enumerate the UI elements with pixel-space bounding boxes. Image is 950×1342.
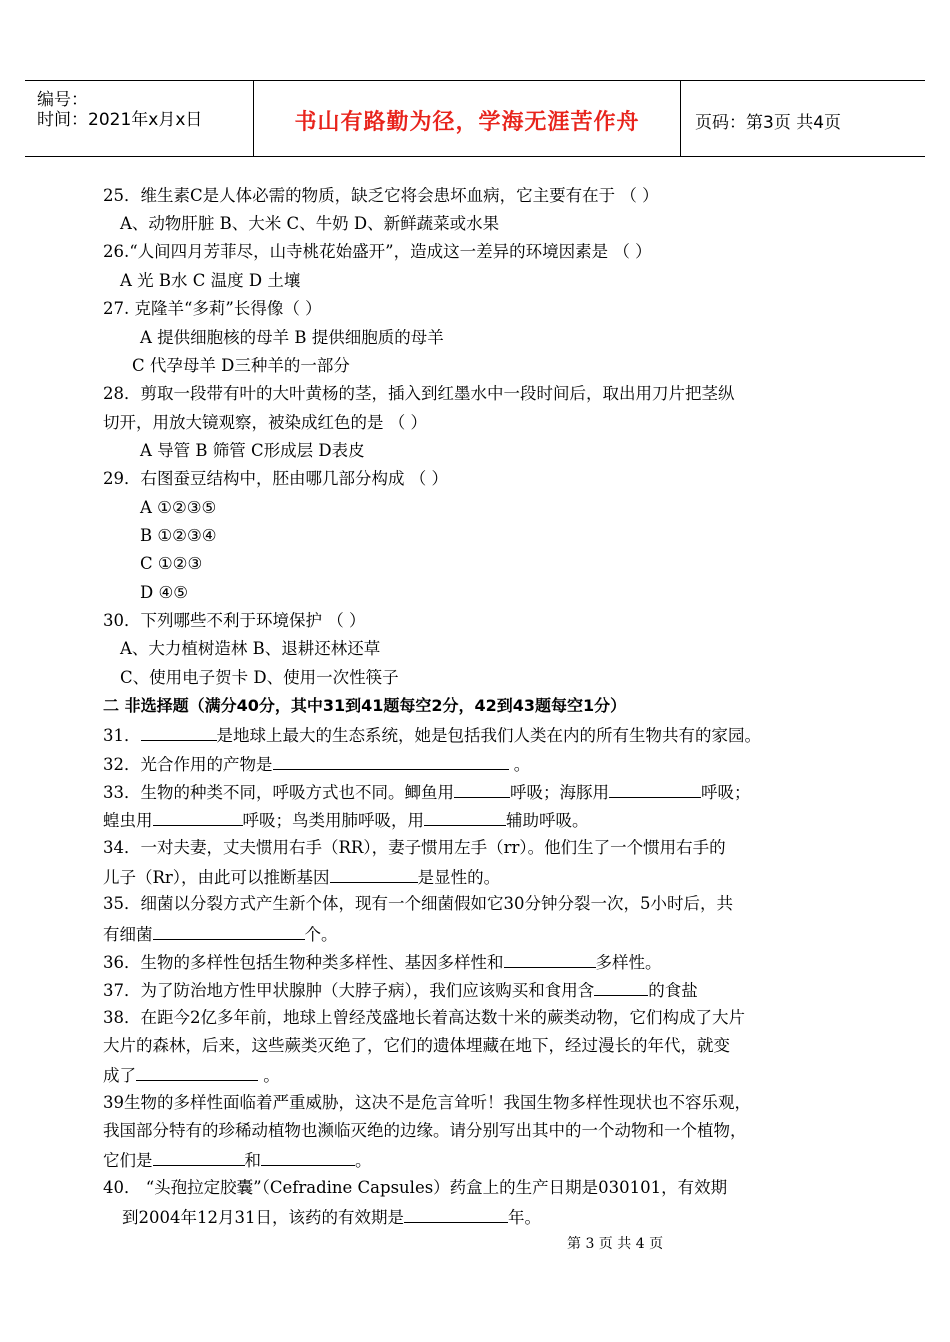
q39-text-3: 。 xyxy=(355,1151,372,1170)
q33-text-5: 呼吸；鸟类用肺呼吸，用 xyxy=(242,811,424,830)
q35-blank[interactable] xyxy=(153,922,305,940)
q29-option-b: B ①②③④ xyxy=(140,526,217,545)
q25-options: A、动物肝脏 B、大米 C、牛奶 D、新鲜蔬菜或水果 xyxy=(120,214,500,233)
q40-blank[interactable] xyxy=(404,1205,508,1223)
question-33-line1 xyxy=(103,780,751,804)
q31-number: 31． xyxy=(103,726,141,745)
question-30: 30．下列哪些不利于环境保护 （ ） xyxy=(103,611,366,630)
q33-text-1: 33．生物的种类不同，呼吸方式也不同。鲫鱼用 xyxy=(103,783,454,802)
question-35-line2 xyxy=(103,922,338,946)
q31-text: 是地球上最大的生态系统，她是包括我们人类在内的所有生物共有的家园。 xyxy=(216,726,761,745)
q33-blank-4[interactable] xyxy=(424,808,506,826)
page-footer: 第 3 页 共 4 页 xyxy=(567,1236,664,1252)
question-31 xyxy=(103,723,761,747)
motto: 书山有路勤为径，学海无涯苦作舟 xyxy=(294,110,640,135)
q39-blank-1[interactable] xyxy=(153,1148,245,1166)
q38-blank[interactable] xyxy=(136,1063,258,1081)
q37-text-1: 37．为了防治地方性甲状腺肿（大脖子病），我们应该购买和食用含 xyxy=(103,981,595,1000)
question-35-line1: 35．细菌以分裂方式产生新个体，现有一个细菌假如它30分钟分裂一次，5小时后，共 xyxy=(103,894,733,913)
question-25: 25．维生素C是人体必需的物质，缺乏它将会患坏血病，它主要有在于 （ ） xyxy=(103,186,659,205)
q36-blank[interactable] xyxy=(504,950,596,968)
q30-options-ab: A、大力植树造林 B、退耕还林还草 xyxy=(120,639,381,658)
q37-blank[interactable] xyxy=(594,978,648,996)
header-motto-cell xyxy=(254,81,681,156)
q33-text-4: 蝗虫用 xyxy=(103,811,153,830)
q30-options-cd: C、使用电子贺卡 D、使用一次性筷子 xyxy=(120,668,399,687)
question-39-line2: 我国部分特有的珍稀动植物也濒临灭绝的边缘。请分别写出其中的一个动物和一个植物， xyxy=(103,1121,747,1140)
q33-text-6: 辅助呼吸。 xyxy=(506,811,589,830)
q32-blank[interactable] xyxy=(273,752,509,770)
q33-blank-2[interactable] xyxy=(609,780,701,798)
q39-text-1: 它们是 xyxy=(103,1151,153,1170)
q31-blank[interactable] xyxy=(141,723,217,741)
q38-text-1: 成了 xyxy=(103,1066,136,1085)
q29-option-c: C ①②③ xyxy=(140,554,203,573)
page-info: 页码：第3页 共4页 xyxy=(695,113,842,133)
q34-text-1: 儿子（Rr），由此可以推断基因 xyxy=(103,868,330,887)
number-label: 编号： xyxy=(37,90,88,110)
q33-text-3: 呼吸； xyxy=(701,783,751,802)
question-26: 26.“人间四月芳菲尽，山寺桃花始盛开”，造成这一差异的环境因素是 （ ） xyxy=(103,242,652,261)
question-38-line1: 38．在距今2亿多年前，地球上曾经茂盛地长着高达数十米的蕨类动物，它们构成了大片 xyxy=(103,1008,745,1027)
q28-options: A 导管 B 筛管 C形成层 D表皮 xyxy=(140,441,365,460)
question-33-line2 xyxy=(103,808,589,832)
header-info-cell xyxy=(25,81,254,156)
question-37 xyxy=(103,978,698,1002)
q33-blank-3[interactable] xyxy=(153,808,243,826)
q35-text-2: 个。 xyxy=(304,925,338,944)
question-27: 27. 克隆羊“多莉”长得像（ ） xyxy=(103,299,322,318)
question-34-line1: 34．一对夫妻，丈夫惯用右手（RR），妻子惯用左手（rr）。他们生了一个惯用右手的 xyxy=(103,838,726,857)
question-38-line3 xyxy=(103,1063,280,1087)
q26-options: A 光 B水 C 温度 D 土壤 xyxy=(120,271,301,290)
question-34-line2 xyxy=(103,865,500,889)
question-38-line2: 大片的森林，后来，这些蕨类灭绝了，它们的遗体埋藏在地下，经过漫长的年代，就变 xyxy=(103,1036,730,1055)
q34-blank[interactable] xyxy=(330,865,418,883)
question-39-line1: 39生物的多样性面临着严重威胁，这决不是危言耸听！我国生物多样性现状也不容乐观， xyxy=(103,1093,751,1112)
q27-options-ab: A 提供细胞核的母羊 B 提供细胞质的母羊 xyxy=(140,328,444,347)
q40-text-2: 年。 xyxy=(507,1208,541,1227)
q37-text-2: 的食盐 xyxy=(648,981,698,1000)
q33-text-2: 呼吸；海豚用 xyxy=(510,783,609,802)
q36-text-2: 多样性。 xyxy=(595,953,662,972)
q40-text-1: 到2004年12月31日，该药的有效期是 xyxy=(122,1208,404,1227)
section-2-title: 二 非选择题（满分40分，其中31到41题每空2分，42到43题每空1分） xyxy=(103,696,627,715)
q36-text-1: 36．生物的多样性包括生物种类多样性、基因多样性和 xyxy=(103,953,504,972)
q33-blank-1[interactable] xyxy=(454,780,510,798)
question-28-line2: 切开，用放大镜观察，被染成红色的是 （ ） xyxy=(103,413,427,432)
q32-end: 。 xyxy=(513,755,531,774)
q32-text: 32．光合作用的产物是 xyxy=(103,755,273,774)
page-header xyxy=(25,80,925,157)
q29-option-a: A ①②③⑤ xyxy=(140,498,217,517)
q29-option-d: D ④⑤ xyxy=(140,583,189,602)
question-32 xyxy=(103,752,530,776)
question-29: 29．右图蚕豆结构中，胚由哪几部分构成 （ ） xyxy=(103,469,448,488)
q39-text-2: 和 xyxy=(244,1151,261,1170)
time-label: 时间：2021年x月x日 xyxy=(37,110,203,130)
header-page-cell xyxy=(681,81,925,156)
q35-text-1: 有细菌 xyxy=(103,925,153,944)
q38-text-2: 。 xyxy=(263,1066,280,1085)
q39-blank-2[interactable] xyxy=(261,1148,355,1166)
question-39-line3 xyxy=(103,1148,372,1172)
question-36 xyxy=(103,950,662,974)
q34-text-2: 是显性的。 xyxy=(417,868,501,887)
question-40-line1: 40． “头孢拉定胶囊”（Cefradine Capsules）药盒上的生产日期是030101，有效期 xyxy=(103,1178,728,1197)
question-28-line1: 28．剪取一段带有叶的大叶黄杨的茎，插入到红墨水中一段时间后，取出用刀片把茎纵 xyxy=(103,384,735,403)
question-40-line2 xyxy=(122,1205,541,1229)
q27-options-cd: C 代孕母羊 D三种羊的一部分 xyxy=(132,356,350,375)
